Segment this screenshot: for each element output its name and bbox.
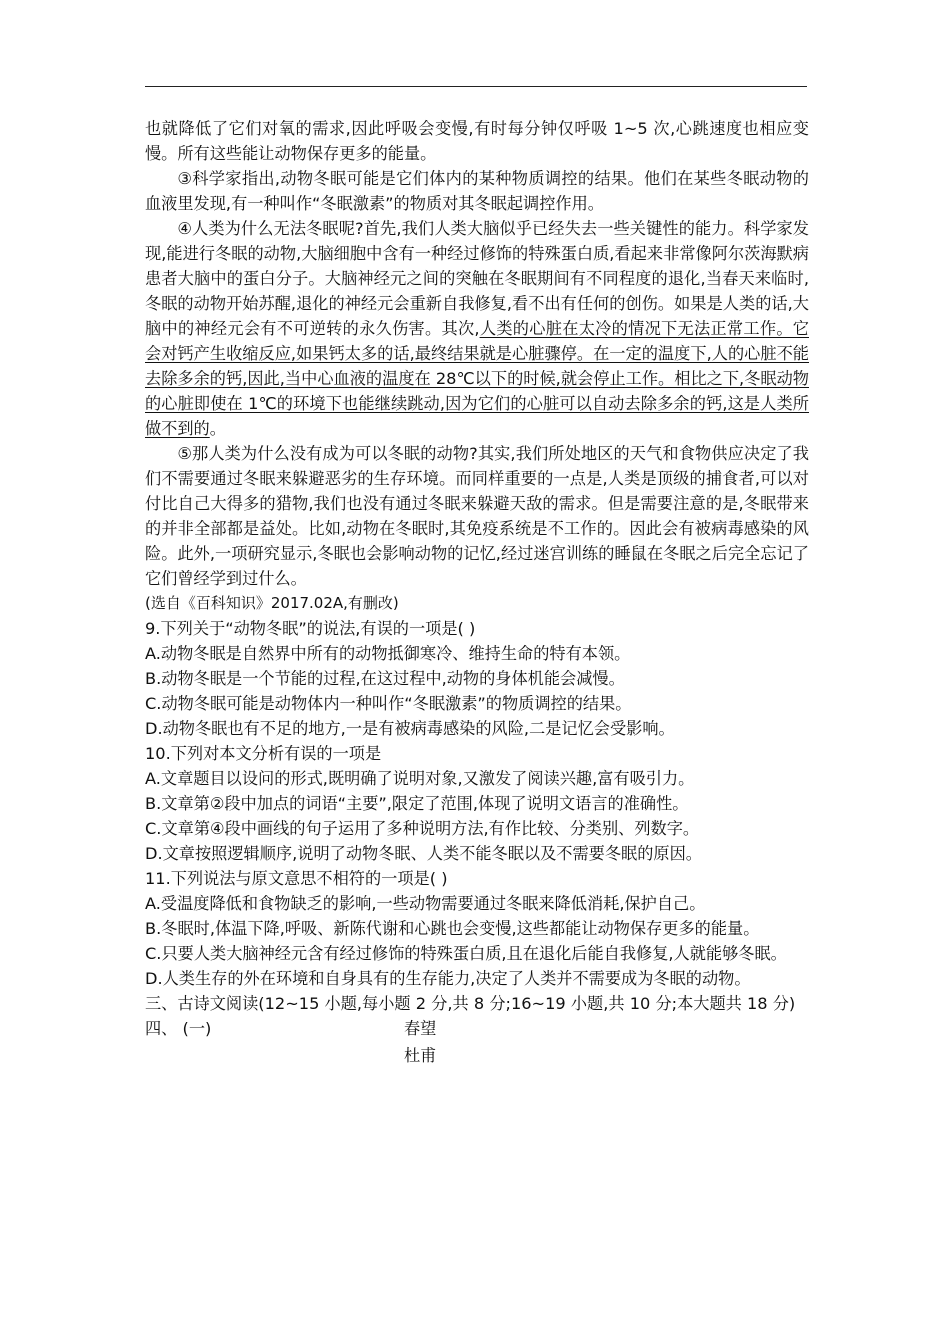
question-10-option-b: B.文章第②段中加点的词语“主要”,限定了范围,体现了说明文语言的准确性。 <box>145 794 689 813</box>
poem-title: 春望 <box>404 1019 437 1038</box>
paragraph-4-end: 。 <box>209 419 226 438</box>
question-10-option-c: C.文章第④段中画线的句子运用了多种说明方法,有作比较、分类别、列数字。 <box>145 819 700 838</box>
question-9-stem: 9.下列关于“动物冬眠”的说法,有误的一项是( ) <box>145 619 476 638</box>
question-11-option-a: A.受温度降低和食物缺乏的影响,一些动物需要通过冬眠来降低消耗,保护自己。 <box>145 894 706 913</box>
passage-continuation: 也就降低了它们对氧的需求,因此呼吸会变慢,有时每分钟仅呼吸 1~5 次,心跳速度也相应变慢。所有这些能让动物保存更多的能量。 <box>145 119 809 163</box>
question-9-option-c: C.动物冬眠可能是动物体内一种叫作“冬眠激素”的物质调控的结果。 <box>145 694 632 713</box>
question-9-option-a: A.动物冬眠是自然界中所有的动物抵御寒冷、维持生命的特有本领。 <box>145 644 631 663</box>
source-citation: (选自《百科知识》2017.02A,有删改) <box>145 594 399 612</box>
question-11-option-c: C.只要人类大脑神经元含有经过修饰的特殊蛋白质,且在退化后能自我修复,人就能够冬眠。 <box>145 944 787 963</box>
paragraph-3: ③科学家指出,动物冬眠可能是它们体内的某种物质调控的结果。他们在某些冬眠动物的血液里发现,有一种叫作“冬眠激素”的物质对其冬眠起调控作用。 <box>145 169 809 213</box>
question-11-stem: 11.下列说法与原文意思不相符的一项是( ) <box>145 869 448 888</box>
question-9-option-b: B.动物冬眠是一个节能的过程,在这过程中,动物的身体机能会减慢。 <box>145 669 625 688</box>
paragraph-5: ⑤那人类为什么没有成为可以冬眠的动物?其实,我们所处地区的天气和食物供应决定了我们不需要通过冬眠来躲避恶劣的生存环境。而同样重要的一点是,人类是顶级的捕食者,可以对付比自己大得多的猎物,我们也没有通过冬眠来躲避天敌的需求。但是需要注意的是,冬眠带来的并非全部都是益处。比如,动物在冬眠时,其免疫系统是不工作的。因此会有被病毒感染的风险。此外,一项研究显示,冬眠也会影响动物的记忆,经过迷宫训练的睡鼠在冬眠之后完全忘记了它们曾经学到过什么。 <box>145 444 809 588</box>
section-4-label: 四、 (一) <box>145 1019 212 1038</box>
poem-author: 杜甫 <box>404 1046 437 1065</box>
document-page <box>145 116 809 1068</box>
question-9-option-d: D.动物冬眠也有不足的地方,一是有被病毒感染的风险,二是记忆会受影响。 <box>145 719 675 738</box>
question-11-option-b: B.冬眠时,体温下降,呼吸、新陈代谢和心跳也会变慢,这些都能让动物保存更多的能量。 <box>145 919 760 938</box>
underlined-sentence: 人类的心脏在太冷的情况下无法正常工作。它会对钙产生收缩反应,如果钙太多的话,最终结果就是心脏骤停。在一定的温度下,人的心脏不能去除多余的钙,因此,当中心血液的温度在 28℃以下的时候,就会停止工作。相比之下,冬眠动物的心脏即使在 1℃的环境下也能继续跳动,因为它们的心脏可以自动去除多余的钙,这是人类所做不到的 <box>145 319 809 438</box>
paragraph-4-text: ④人类为什么无法冬眠呢?首先,我们人类大脑似乎已经失去一些关键性的能力。科学家发现,能进行冬眠的动物,大脑细胞中含有一种经过修饰的特殊蛋白质,看起来非常像阿尔茨海默病患者大脑中的蛋白分子。大脑神经元之间的突触在冬眠期间有不同程度的退化,当春天来临时,冬眠的动物开始苏醒,退化的神经元会重新自我修复,看不出有任何的创伤。如果是人类的话,大脑中的神经元会有不可逆转的永久伤害。其次, <box>145 219 809 338</box>
question-11-option-d: D.人类生存的外在环境和自身具有的生存能力,决定了人类并不需要成为冬眠的动物。 <box>145 969 751 988</box>
paragraph-4 <box>145 216 809 441</box>
section-3-heading: 三、古诗文阅读(12~15 小题,每小题 2 分,共 8 分;16~19 小题,共 10 分;本大题共 18 分) <box>145 994 796 1013</box>
question-10-option-a: A.文章题目以设问的形式,既明确了说明对象,又激发了阅读兴趣,富有吸引力。 <box>145 769 695 788</box>
header-rule <box>145 86 807 87</box>
section-4-row <box>145 1016 809 1041</box>
question-10-stem: 10.下列对本文分析有误的一项是 <box>145 744 382 763</box>
poem-author-row <box>145 1043 809 1068</box>
question-10-option-d: D.文章按照逻辑顺序,说明了动物冬眠、人类不能冬眠以及不需要冬眠的原因。 <box>145 844 702 863</box>
